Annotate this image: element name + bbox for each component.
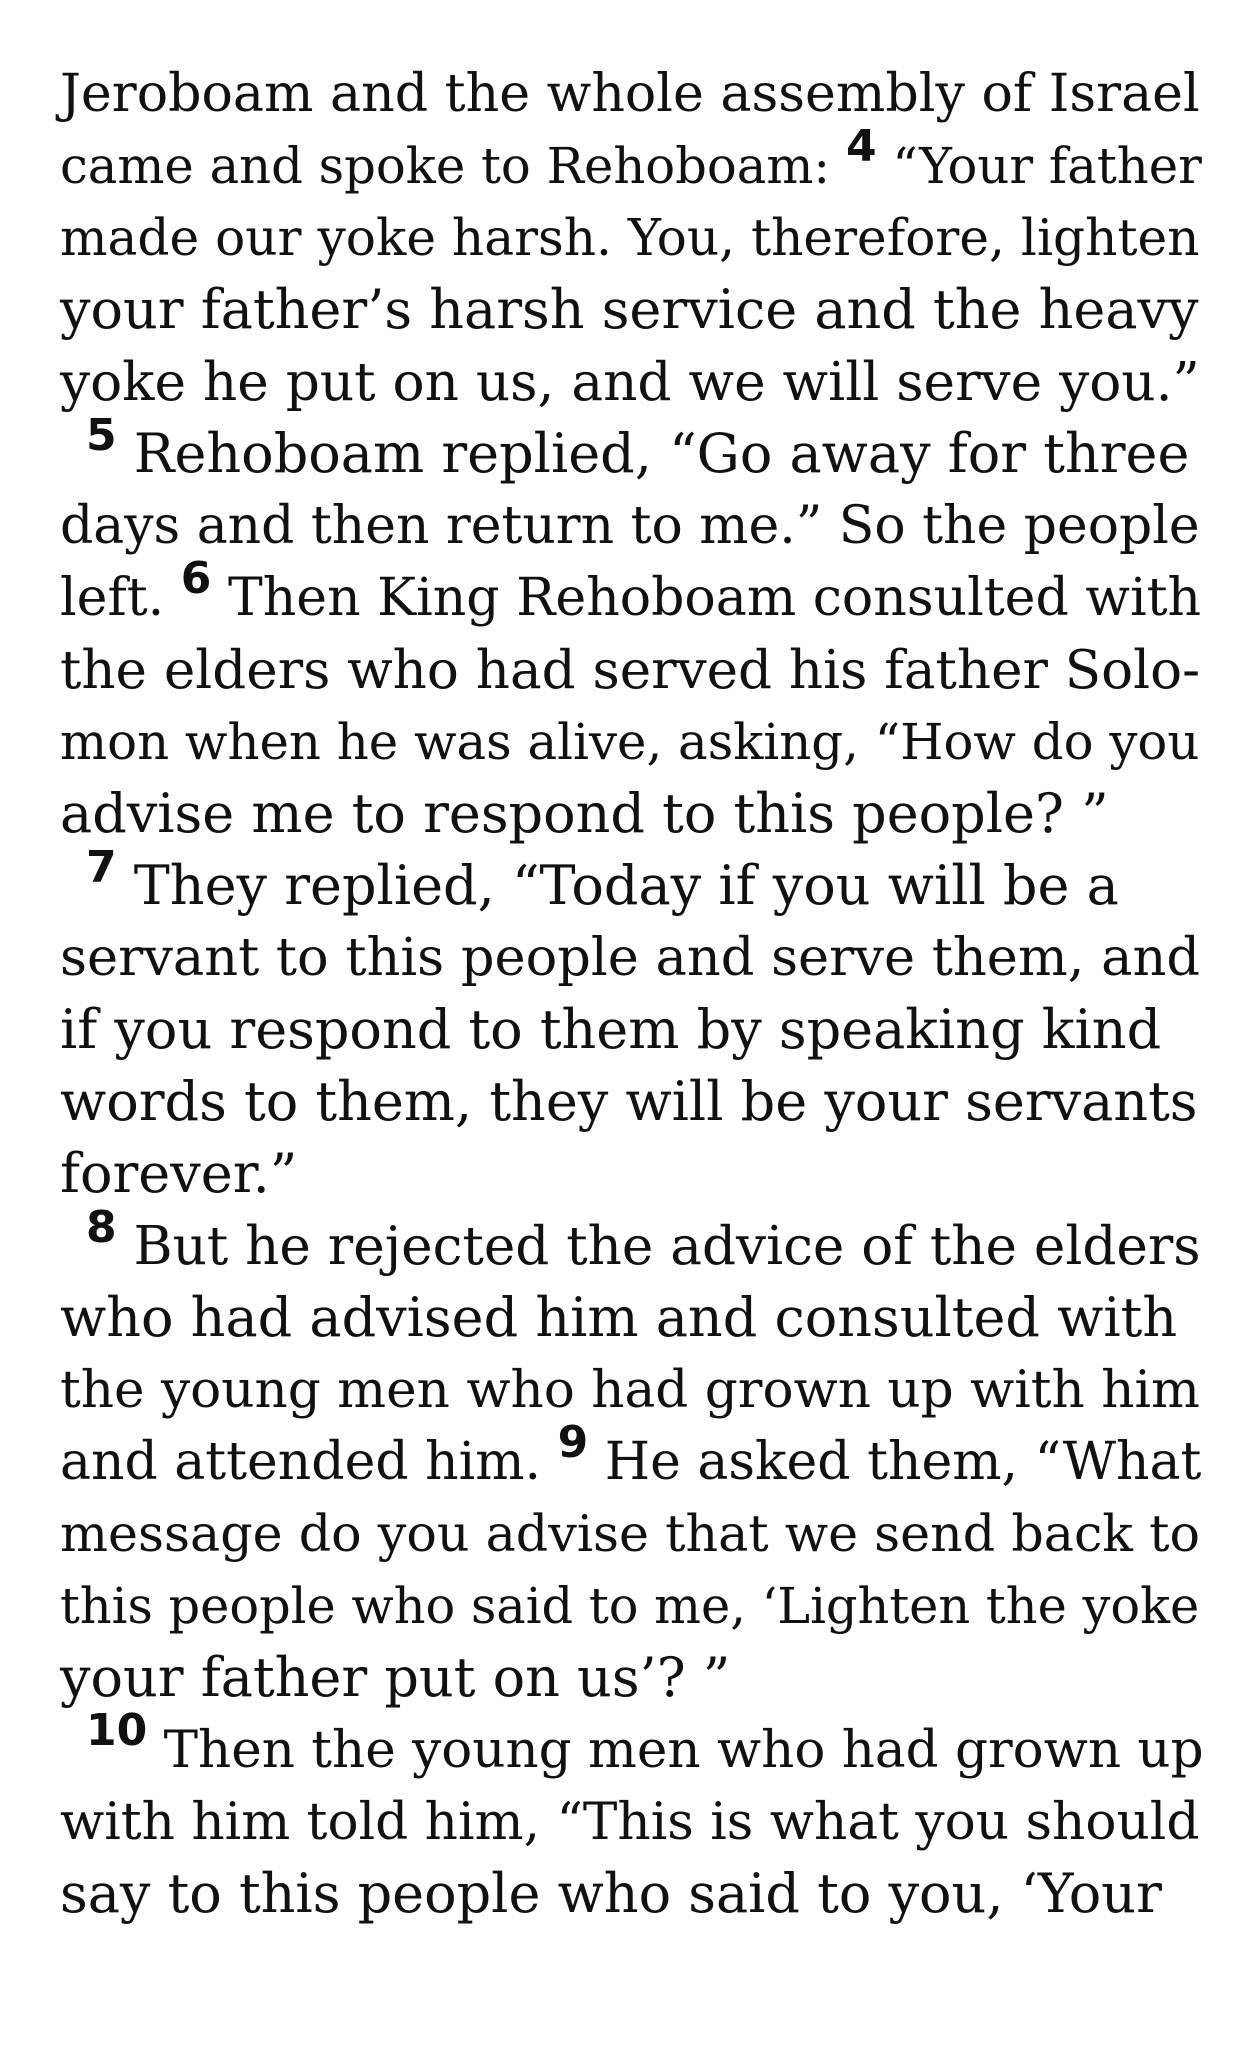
- text-line: [60, 410, 1200, 490]
- verse-number: 4: [845, 121, 877, 172]
- text-line: [60, 553, 1202, 634]
- text-line: [60, 1066, 1200, 1138]
- line-text: came and spoke to Rehoboam:: [60, 137, 846, 195]
- text-line: [60, 922, 1200, 994]
- line-text: servant to this people and serve them, and: [60, 927, 1200, 988]
- text-line: [60, 1786, 1200, 1858]
- text-line: [60, 202, 1200, 274]
- text-line: [60, 346, 1200, 418]
- line-text: days and then return to me.” So the people: [60, 496, 1200, 556]
- line-text: message do you advise that we send back to: [60, 1504, 1200, 1563]
- line-text: and attended him.: [60, 1432, 558, 1492]
- text-line: [60, 1858, 1200, 1930]
- verse-number: 8: [86, 1202, 117, 1253]
- line-text: He asked them, “What: [588, 1432, 1202, 1492]
- line-text: left.: [60, 568, 181, 628]
- line-text: if you respond to them by speaking kind: [60, 998, 1162, 1061]
- text-line: [60, 274, 1200, 346]
- text-line: [60, 1705, 1204, 1786]
- line-text: with him told him, “This is what you should: [60, 1792, 1200, 1852]
- line-text: words to them, they will be your servants: [60, 1070, 1198, 1133]
- text-line: [60, 58, 1200, 130]
- text-line: [60, 778, 1200, 850]
- line-text: mon when he was alive, asking, “How do you: [60, 713, 1200, 771]
- text-line: [60, 121, 1202, 202]
- line-text: But he rejected the advice of the elders: [116, 1215, 1201, 1277]
- text-line: [60, 1202, 1201, 1282]
- line-text: this people who said to me, ‘Lighten the yoke: [60, 1577, 1200, 1635]
- text-line: [60, 1138, 1200, 1210]
- line-text: Then the young men who had grown up: [147, 1720, 1204, 1780]
- text-line: [60, 1417, 1202, 1498]
- line-text: the elders who had served his father Solo-: [60, 639, 1201, 701]
- verse-number: 9: [557, 1417, 589, 1468]
- line-text: forever.”: [60, 1142, 298, 1205]
- verse-number: 6: [180, 553, 212, 604]
- line-text: They replied, “Today if you will be a: [116, 854, 1119, 917]
- text-line: [60, 634, 1200, 706]
- line-text: say to this people who said to you, ‘Your: [60, 1862, 1162, 1925]
- line-text: made our yoke harsh. You, therefore, lighten: [60, 208, 1200, 267]
- line-text: Then King Rehoboam consulted with: [211, 568, 1202, 628]
- text-line: [60, 842, 1200, 922]
- text-line: [60, 490, 1200, 562]
- text-line: [60, 1498, 1200, 1570]
- line-text: Jeroboam and the whole assembly of Israel: [60, 64, 1200, 124]
- scripture-text: [60, 58, 1204, 1930]
- text-line: [60, 1282, 1200, 1354]
- verse-number: 10: [86, 1705, 148, 1756]
- text-line: [60, 1354, 1200, 1426]
- line-text: who had advised him and consulted with: [60, 1286, 1178, 1349]
- text-line: [60, 1642, 1200, 1714]
- text-line: [60, 994, 1200, 1066]
- line-text: yoke he put on us, and we will serve you.”: [60, 351, 1200, 413]
- text-line: [60, 1570, 1200, 1642]
- line-text: Rehoboam replied, “Go away for three: [116, 422, 1190, 485]
- line-text: your father’s harsh service and the heavy: [60, 278, 1199, 341]
- text-line: [60, 706, 1200, 778]
- line-text: your father put on us’? ”: [60, 1646, 731, 1709]
- line-text: the young men who had grown up with him: [60, 1360, 1200, 1420]
- verse-number: 7: [86, 842, 117, 893]
- line-text: “Your father: [876, 137, 1202, 195]
- line-text: advise me to respond to this people? ”: [60, 782, 1109, 845]
- verse-number: 5: [86, 410, 117, 461]
